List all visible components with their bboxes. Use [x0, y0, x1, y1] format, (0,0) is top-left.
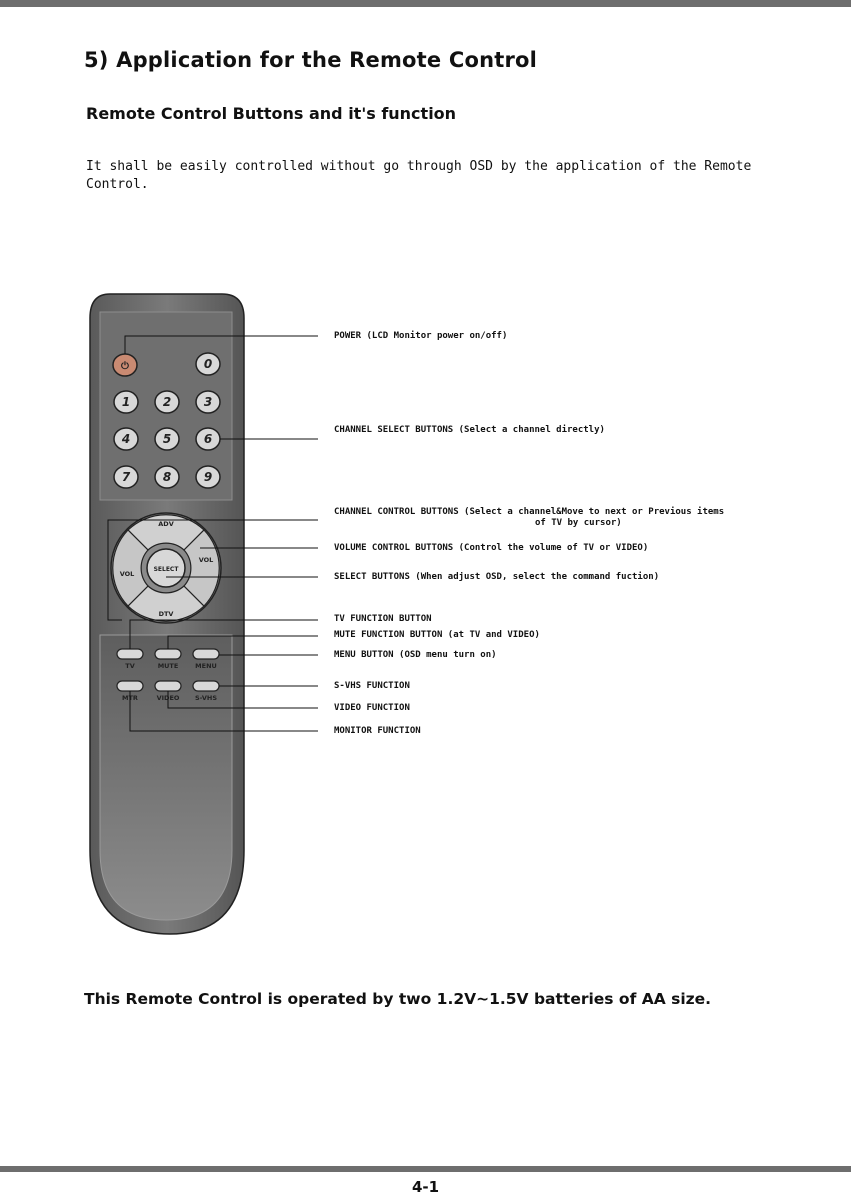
callout-video-function: VIDEO FUNCTION [334, 703, 410, 713]
menu-button[interactable] [193, 649, 219, 659]
callout-select-buttons: SELECT BUTTONS (When adjust OSD, select the command fuction) [334, 572, 660, 582]
mute-label: MUTE [157, 662, 179, 670]
power-icon: ⏻ [121, 361, 129, 372]
number-label-1: 1 [121, 395, 131, 409]
number-label-3: 3 [203, 395, 213, 409]
number-label-5: 5 [162, 432, 172, 446]
pad-center-label: SELECT [153, 566, 179, 573]
callout-mute-function: MUTE FUNCTION BUTTON (at TV and VIDEO) [334, 630, 540, 640]
video-label: VIDEO [156, 694, 180, 702]
number-label-4: 4 [121, 432, 131, 446]
callout-volume-control: VOLUME CONTROL BUTTONS (Control the volume of TV or VIDEO) [334, 543, 649, 553]
callout-channel-control-2: of TV by cursor) [535, 518, 622, 528]
number-label-9: 9 [203, 470, 213, 484]
svhs-button[interactable] [193, 681, 219, 691]
callout-channel-select: CHANNEL SELECT BUTTONS (Select a channel directly) [334, 425, 605, 435]
mute-button[interactable] [155, 649, 181, 659]
pad-down-label: DTV [158, 610, 174, 618]
video-button[interactable] [155, 681, 181, 691]
direction-pad [111, 513, 221, 623]
monitor-button[interactable] [117, 681, 143, 691]
number-label-7: 7 [121, 470, 131, 484]
function-row-1 [117, 649, 219, 670]
page-number: 4-1 [411, 1178, 440, 1196]
battery-note: This Remote Control is operated by two 1.2V~1.5V batteries of AA size. [84, 990, 712, 1008]
number-label-0: 0 [203, 357, 213, 371]
callout-power: POWER (LCD Monitor power on/off) [334, 331, 508, 341]
number-label-2: 2 [162, 395, 172, 409]
intro-paragraph: It shall be easily controlled without go through OSD by the application of the Remote Control. [86, 159, 752, 192]
pad-up-label: ADV [158, 520, 174, 528]
remote-lower-panel [100, 635, 232, 920]
menu-label: MENU [195, 662, 217, 670]
pad-left-label: VOL [119, 570, 135, 578]
callout-menu-button: MENU BUTTON (OSD menu turn on) [334, 650, 497, 660]
tv-label: TV [125, 662, 135, 670]
pad-right-label: VOL [198, 556, 214, 564]
callout-svhs-function: S-VHS FUNCTION [334, 681, 410, 691]
callout-channel-control: CHANNEL CONTROL BUTTONS (Select a channel&Move to next or Previous items [334, 507, 725, 517]
callout-tv-function: TV FUNCTION BUTTON [334, 614, 432, 624]
sub-heading: Remote Control Buttons and it's function [86, 104, 457, 123]
number-label-8: 8 [162, 470, 172, 484]
bottom-rule [0, 1166, 851, 1172]
monitor-label: MTR [122, 694, 138, 702]
number-label-6: 6 [203, 432, 213, 446]
section-heading: 5) Application for the Remote Control [84, 48, 538, 72]
callout-monitor-function: MONITOR FUNCTION [334, 726, 421, 736]
svhs-label: S-VHS [194, 694, 218, 702]
tv-button[interactable] [117, 649, 143, 659]
